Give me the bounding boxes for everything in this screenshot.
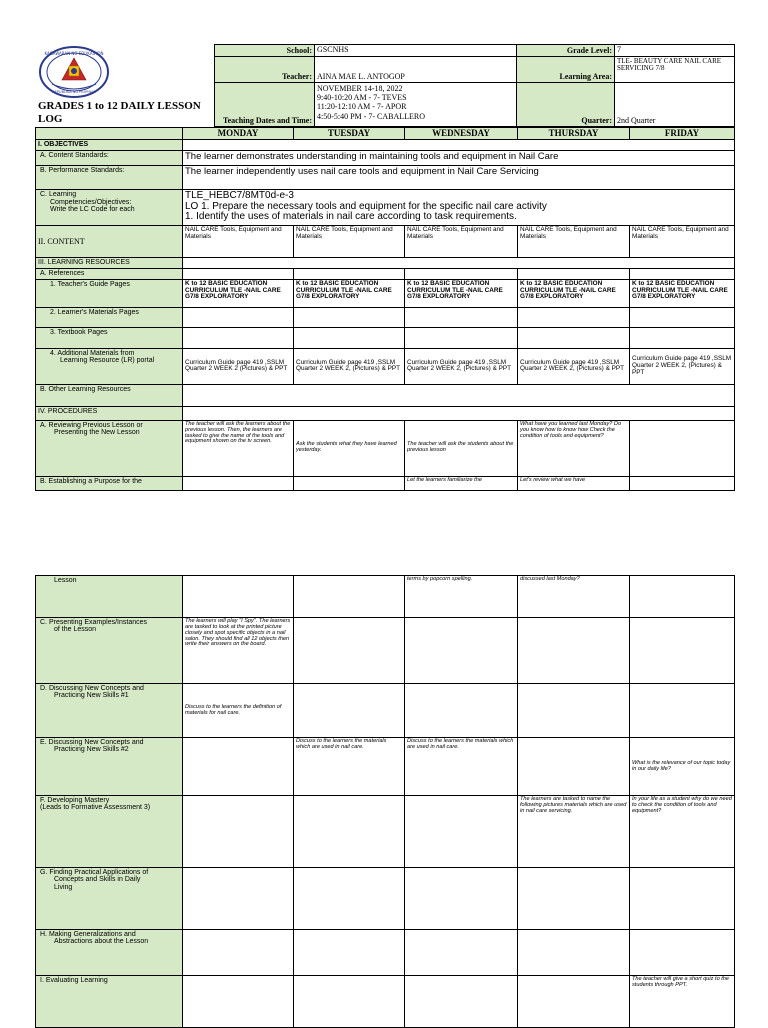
procedure-f-thursday: The learners are tasked to name the following pictures materials which are used in nail care servicing. xyxy=(518,796,630,868)
procedure-b-label: B. Establishing a Purpose for the xyxy=(36,476,183,490)
references-label: A. References xyxy=(36,269,183,279)
competencies-label-2: Competencies/Objectives: xyxy=(50,198,132,206)
day-thursday: THURSDAY xyxy=(518,128,630,140)
day-tuesday: TUESDAY xyxy=(294,128,405,140)
procedure-b2-friday xyxy=(630,576,735,618)
competencies-label-1: C. Learning xyxy=(40,191,77,199)
procedure-c-thursday xyxy=(518,618,630,684)
content-tuesday: NAIL CARE Tools, Equipment and Materials xyxy=(294,226,405,258)
tb-tue xyxy=(294,327,405,348)
procedure-b2-monday xyxy=(183,576,294,618)
additional-materials-monday: Curriculum Guide page 419 ,SSLM Quarter 2 WEEK 2 (Pictures) & PPT xyxy=(183,348,294,384)
lm-tue xyxy=(294,307,405,327)
teachers-guide-monday: K to 12 BASIC EDUCATION CURRICULUM TLE -NAIL CARE G7/8 EXPLORATORY xyxy=(183,279,294,307)
procedure-e-label xyxy=(36,738,183,796)
procedure-f-label-1: F. Developing Mastery xyxy=(40,797,110,804)
references-thu xyxy=(518,269,630,279)
procedure-c-label xyxy=(36,618,183,684)
procedure-g-monday xyxy=(183,868,294,930)
date-line: NOVEMBER 14-18, 2022 xyxy=(317,84,403,93)
performance-standards-label: B. Performance Standards: xyxy=(36,166,183,190)
procedure-d-monday: Discuss to the learners the definition of materials for nail care. xyxy=(183,684,294,738)
grade-level-label: Grade Level: xyxy=(517,45,615,57)
page-1 xyxy=(0,0,768,512)
competencies-label-3: Write the LC Code for each xyxy=(50,206,135,214)
teacher-value: AINA MAE L. ANTOGOP xyxy=(315,57,517,83)
procedure-a-label-2: Presenting the New Lesson xyxy=(54,429,140,437)
additional-materials-label-2: Learning Resource (LR) portal xyxy=(60,357,155,365)
procedure-c-monday: The learners will play "I Spy". The learners are tasked to look at the printed picture closely and spot specific objects in a nail salon. They should find all 12 objects then write their answers on the board. xyxy=(183,618,294,684)
day-monday: MONDAY xyxy=(183,128,294,140)
time-line-1: 9:40-10:20 AM - 7- TEVES xyxy=(317,93,407,103)
day-header-blank xyxy=(36,128,183,140)
procedure-c-label-1: C. Presenting Examples/Instances xyxy=(40,619,147,626)
procedure-a-tuesday: Ask the students what they have learned yesterday. xyxy=(294,420,405,476)
procedure-b-monday xyxy=(183,476,294,490)
additional-materials-label-1: 4. Additional Materials from xyxy=(50,349,135,357)
references-wed xyxy=(405,269,518,279)
time-line-2: 11:20-12:10 AM - 7- APOR xyxy=(317,102,407,112)
procedure-e-monday xyxy=(183,738,294,796)
additional-materials-label xyxy=(36,348,183,384)
procedure-a-label-1: A. Reviewing Previous Lesson or xyxy=(40,421,143,429)
day-header-row xyxy=(36,128,735,140)
tb-mon xyxy=(183,327,294,348)
procedure-f-wednesday xyxy=(405,796,518,868)
procedure-d-label-2: Practicing New Skills #1 xyxy=(54,692,129,700)
day-friday: FRIDAY xyxy=(630,128,735,140)
procedure-b-label-cont: Lesson xyxy=(36,576,183,618)
procedure-b2-tuesday xyxy=(294,576,405,618)
references-tue xyxy=(294,269,405,279)
content-standards-label: A. Content Standards: xyxy=(36,151,183,166)
procedure-b-wednesday: Let the learners familiarize the xyxy=(405,476,518,490)
dates-label: Teaching Dates and Time: xyxy=(215,83,315,127)
learning-objective-1-item: 1. Identify the uses of materials in nail care according to task requirements. xyxy=(185,211,517,223)
procedure-h-friday xyxy=(630,930,735,976)
learning-objective-1: LO 1. Prepare the necessary tools and equipment for the specific nail care activity xyxy=(185,200,547,212)
objectives-heading: I. OBJECTIVES xyxy=(36,140,183,151)
additional-materials-tuesday: Curriculum Guide page 419 ,SSLM Quarter 2 WEEK 2, (Pictures) & PPT xyxy=(294,348,405,384)
lm-fri xyxy=(630,307,735,327)
procedure-a-wednesday: The teacher will ask the students about the previous lesson xyxy=(405,420,518,476)
grade-level-value: 7 xyxy=(615,45,735,57)
quarter-label: Quarter: xyxy=(517,83,615,127)
competencies-label xyxy=(36,190,183,226)
procedure-d-label xyxy=(36,684,183,738)
procedure-g-label-1: G. Finding Practical Applications of xyxy=(40,869,149,876)
teachers-guide-label: 1. Teacher's Guide Pages xyxy=(36,279,183,307)
day-wednesday: WEDNESDAY xyxy=(405,128,518,140)
procedure-g-thursday xyxy=(518,868,630,930)
procedure-a-thursday: What have you learned last Monday? Do you know how to know how Check the condition of tools and equipment? xyxy=(518,420,630,476)
procedure-h-label xyxy=(36,930,183,976)
procedure-g-wednesday xyxy=(405,868,518,930)
procedures-heading: IV. PROCEDURES xyxy=(36,406,183,420)
other-resources-blank xyxy=(183,384,735,406)
tb-wed xyxy=(405,327,518,348)
procedure-i-wednesday xyxy=(405,976,518,1028)
additional-materials-wednesday: Curriculum Guide page 419 ,SSLM Quarter 2 WEEK 2, (Pictures) & PPT xyxy=(405,348,518,384)
procedure-f-friday: In your life as a student why do we need to check the condition of tools and equipment? xyxy=(630,796,735,868)
procedure-b-wednesday-cont: terms by popcorn spelling. xyxy=(405,576,518,618)
teachers-guide-thursday: K to 12 BASIC EDUCATION CURRICULUM TLE -NAIL CARE G7/8 EXPLORATORY xyxy=(518,279,630,307)
performance-standards-value: The learner independently uses nail care tools and equipment in Nail Care Servicing xyxy=(183,166,735,190)
teacher-label: Teacher: xyxy=(215,57,315,83)
lc-code: TLE_HEBC7/8MT0d-e-3 xyxy=(185,190,294,202)
procedure-e-wednesday: Discuss to the learners the materials which are used in nail care. xyxy=(405,738,518,796)
procedure-f-tuesday xyxy=(294,796,405,868)
content-monday: NAIL CARE Tools, Equipment and Materials xyxy=(183,226,294,258)
learners-materials-label: 2. Learner's Materials Pages xyxy=(36,307,183,327)
procedure-b-friday xyxy=(630,476,735,490)
procedure-d-tuesday xyxy=(294,684,405,738)
procedure-d-wednesday xyxy=(405,684,518,738)
procedure-h-monday xyxy=(183,930,294,976)
procedure-e-thursday xyxy=(518,738,630,796)
procedure-c-friday xyxy=(630,618,735,684)
svg-text:KAGAWARAN NG EDUKASYON: KAGAWARAN NG EDUKASYON xyxy=(44,51,104,56)
competencies-value xyxy=(183,190,735,226)
school-value: GSCNHS xyxy=(315,45,517,57)
procedure-i-monday xyxy=(183,976,294,1028)
textbook-pages-label: 3. Textbook Pages xyxy=(36,327,183,348)
procedure-e-label-1: E. Discussing New Concepts and xyxy=(40,739,144,746)
procedure-e-friday: What is the relevance of our topic today in our daily life? xyxy=(630,738,735,796)
lm-thu xyxy=(518,307,630,327)
teachers-guide-tuesday: K to 12 BASIC EDUCATION CURRICULUM TLE -NAIL CARE G7/8 EXPLORATORY xyxy=(294,279,405,307)
content-standards-value: The learner demonstrates understanding in maintaining tools and equipment in Nail Care xyxy=(183,151,735,166)
learning-area-label: Learning Area: xyxy=(517,57,615,83)
learning-area-value: TLE- BEAUTY CARE NAIL CARE SERVICING 7/8 xyxy=(615,57,735,83)
procedure-g-friday xyxy=(630,868,735,930)
dll-table-page-1 xyxy=(35,127,735,491)
procedure-g-label-2: Concepts and Skills in Daily xyxy=(54,876,141,884)
procedure-a-friday xyxy=(630,420,735,476)
svg-text:REPUBLIKA NG PILIPINAS: REPUBLIKA NG PILIPINAS xyxy=(52,90,96,94)
procedure-h-thursday xyxy=(518,930,630,976)
procedure-e-tuesday: Discuss to the learners the materials which are used in nail care. xyxy=(294,738,405,796)
page-2 xyxy=(0,512,768,1024)
lm-mon xyxy=(183,307,294,327)
procedure-e-label-2: Practicing New Skills #2 xyxy=(54,746,129,754)
procedure-g-label xyxy=(36,868,183,930)
teachers-guide-wednesday: K to 12 BASIC EDUCATION CURRICULUM TLE -NAIL CARE G7/8 EXPLORATORY xyxy=(405,279,518,307)
procedure-c-tuesday xyxy=(294,618,405,684)
content-heading: II. CONTENT xyxy=(36,226,183,258)
header-table xyxy=(214,44,735,127)
teachers-guide-friday: K to 12 BASIC EDUCATION CURRICULUM TLE -NAIL CARE G7/8 EXPLORATORY xyxy=(630,279,735,307)
content-wednesday: NAIL CARE Tools, Equipment and Materials xyxy=(405,226,518,258)
procedure-h-label-2: Abstractions about the Lesson xyxy=(54,938,149,946)
procedure-i-label: I. Evaluating Learning xyxy=(36,976,183,1028)
quarter-value: 2nd Quarter xyxy=(615,83,735,127)
procedure-i-friday: The teacher will give a short quiz to the students through PPT. xyxy=(630,976,735,1028)
procedure-f-label-2: (Leads to Formative Assessment 3) xyxy=(40,804,151,812)
procedure-i-thursday xyxy=(518,976,630,1028)
learning-resources-blank xyxy=(183,258,735,269)
procedure-h-tuesday xyxy=(294,930,405,976)
procedure-c-label-2: of the Lesson xyxy=(54,626,97,634)
procedure-h-label-1: H. Making Generalizations and xyxy=(40,931,136,938)
procedure-f-monday xyxy=(183,796,294,868)
school-label: School: xyxy=(215,45,315,57)
references-mon xyxy=(183,269,294,279)
dates-value xyxy=(315,83,517,127)
time-line-3: 4:50-5:40 PM - 7- CABALLERO xyxy=(317,111,425,121)
references-fri xyxy=(630,269,735,279)
additional-materials-friday: Curriculum Guide page 419 ,SSLM Quarter 2 WEEK 2, (Pictures) & PPT xyxy=(630,348,735,384)
procedure-i-tuesday xyxy=(294,976,405,1028)
procedure-a-monday: The teacher will ask the learners about the previous lesson. Then, the learners are tasked to give the name of the tools and equipment shown on the tv screen. xyxy=(183,420,294,476)
procedure-g-tuesday xyxy=(294,868,405,930)
objectives-blank xyxy=(183,140,735,151)
content-friday: NAIL CARE Tools, Equipment and Materials xyxy=(630,226,735,258)
procedure-d-friday xyxy=(630,684,735,738)
lm-wed xyxy=(405,307,518,327)
procedure-f-label xyxy=(36,796,183,868)
procedure-b-thursday: Let's review what we have xyxy=(518,476,630,490)
procedure-d-thursday xyxy=(518,684,630,738)
deped-seal-logo xyxy=(38,46,110,98)
other-resources-label: B. Other Learning Resources xyxy=(36,384,183,406)
tb-fri xyxy=(630,327,735,348)
procedure-b-thursday-cont: discussed last Monday? xyxy=(518,576,630,618)
procedure-c-wednesday xyxy=(405,618,518,684)
procedure-a-label xyxy=(36,420,183,476)
procedure-g-label-3: Living xyxy=(54,883,73,891)
dll-table-page-2 xyxy=(35,575,735,1028)
tb-thu xyxy=(518,327,630,348)
procedures-blank xyxy=(183,406,735,420)
procedure-h-wednesday xyxy=(405,930,518,976)
additional-materials-thursday: Curriculum Guide page 419 ,SSLM Quarter 2 WEEK 2, (Pictures) & PPT xyxy=(518,348,630,384)
procedure-d-label-1: D. Discussing New Concepts and xyxy=(40,685,144,692)
document-title: GRADES 1 to 12 DAILY LESSON LOG xyxy=(38,100,201,126)
procedure-b-tuesday xyxy=(294,476,405,490)
content-thursday: NAIL CARE Tools, Equipment and Materials xyxy=(518,226,630,258)
learning-resources-heading: III. LEARNING RESOURCES xyxy=(36,258,183,269)
